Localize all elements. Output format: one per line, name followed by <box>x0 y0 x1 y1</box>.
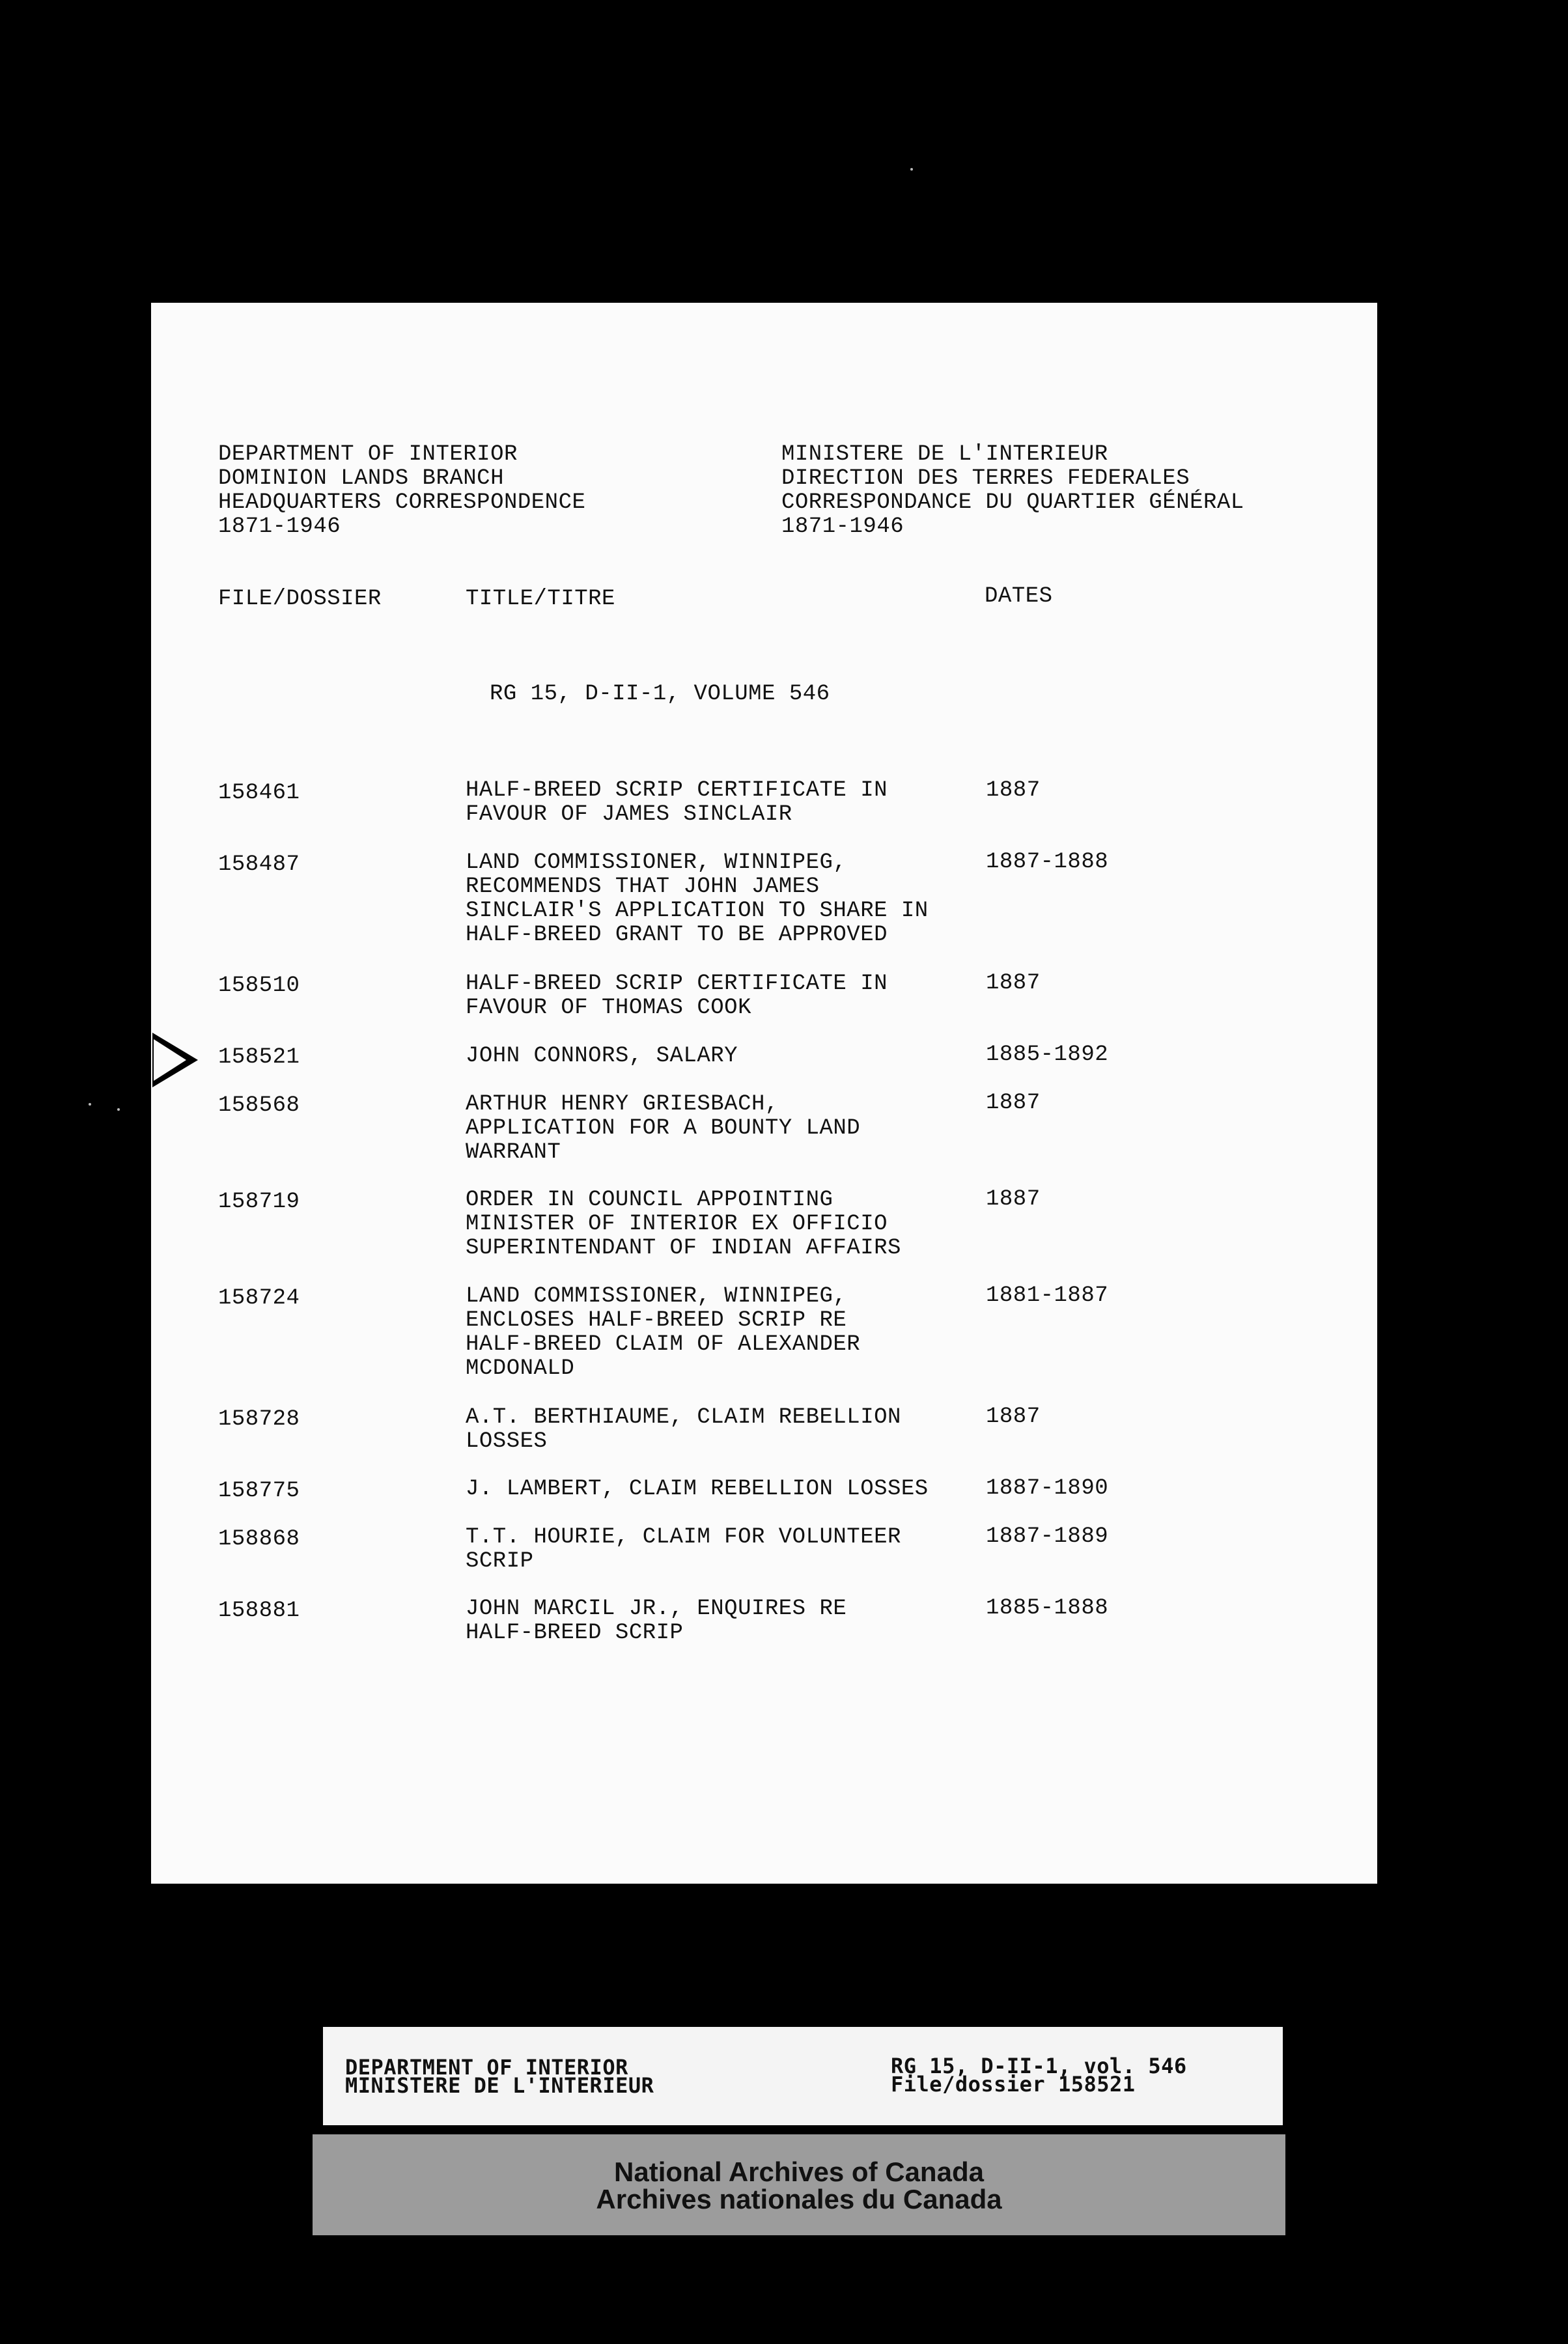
entry-title: ARTHUR HENRY GRIESBACH, APPLICATION FOR A BOUNTY LAND WARRANT <box>466 1092 861 1165</box>
entry-file: 158487 <box>218 852 300 877</box>
scan-speck <box>910 168 913 171</box>
header-french-line: MINISTERE DE L'INTERIEUR <box>781 442 1108 467</box>
entry-file: 158775 <box>218 1479 300 1503</box>
entry-file: 158868 <box>218 1527 300 1552</box>
entry-title: HALF-BREED SCRIP CERTIFICATE IN FAVOUR OF THOMAS COOK <box>466 971 888 1020</box>
entry-title: J. LAMBERT, CLAIM REBELLION LOSSES <box>466 1477 929 1501</box>
identification-label <box>323 2027 1283 2125</box>
archives-name-english: National Archives of Canada <box>614 2156 984 2187</box>
entry-file: 158724 <box>218 1286 300 1311</box>
entry-file: 158521 <box>218 1045 300 1070</box>
entry-file: 158881 <box>218 1598 300 1623</box>
entry-dates: 1887 <box>986 971 1041 996</box>
entry-title: A.T. BERTHIAUME, CLAIM REBELLION LOSSES <box>466 1405 901 1454</box>
entry-dates: 1885-1888 <box>986 1596 1109 1621</box>
entry-pointer-marker-inner <box>154 1039 186 1081</box>
entry-dates: 1885-1892 <box>986 1042 1109 1067</box>
archives-banner <box>313 2134 1285 2235</box>
entry-dates: 1887 <box>986 1091 1041 1115</box>
label-department-english: DEPARTMENT OF INTERIOR <box>345 2055 628 2080</box>
entry-dates: 1887 <box>986 1404 1041 1429</box>
entry-dates: 1887-1890 <box>986 1476 1109 1501</box>
entry-dates: 1887 <box>986 1187 1041 1212</box>
entry-title: ORDER IN COUNCIL APPOINTING MINISTER OF INTERIOR EX OFFICIO SUPERINTENDANT OF INDIAN AFFAIRS <box>466 1188 901 1261</box>
label-reference: RG 15, D-II-1, vol. 546 <box>891 2054 1187 2078</box>
entry-title: JOHN MARCIL JR., ENQUIRES RE HALF-BREED SCRIP <box>466 1597 847 1645</box>
entry-file: 158568 <box>218 1093 300 1118</box>
column-heading-dates: DATES <box>985 584 1053 609</box>
column-heading-file: FILE/DOSSIER <box>218 587 382 611</box>
header-english-line: DEPARTMENT OF INTERIOR <box>218 442 518 467</box>
header-french-line: 1871-1946 <box>781 514 904 539</box>
document-page <box>151 303 1377 1884</box>
entry-dates: 1887 <box>986 778 1041 803</box>
scan-speck <box>89 1103 91 1106</box>
entry-file: 158719 <box>218 1190 300 1214</box>
header-english-line: 1871-1946 <box>218 514 341 539</box>
entry-file: 158461 <box>218 781 300 805</box>
entry-dates: 1881-1887 <box>986 1283 1109 1308</box>
archives-name-french: Archives nationales du Canada <box>596 2184 1002 2214</box>
entry-file: 158728 <box>218 1407 300 1432</box>
header-french-line: CORRESPONDANCE DU QUARTIER GÉNÉRAL <box>781 490 1244 515</box>
entry-title: LAND COMMISSIONER, WINNIPEG, ENCLOSES HALF-BREED SCRIP RE HALF-BREED CLAIM OF ALEXANDER MCDONALD <box>466 1284 861 1381</box>
entry-title: T.T. HOURIE, CLAIM FOR VOLUNTEER SCRIP <box>466 1525 901 1574</box>
label-department-french: MINISTERE DE L'INTERIEUR <box>345 2073 654 2098</box>
header-french-line: DIRECTION DES TERRES FEDERALES <box>781 466 1190 491</box>
volume-heading: RG 15, D-II-1, VOLUME 546 <box>490 682 830 706</box>
label-file-number: File/dossier 158521 <box>891 2072 1136 2097</box>
entry-title: JOHN CONNORS, SALARY <box>466 1044 738 1068</box>
entry-dates: 1887-1889 <box>986 1524 1109 1549</box>
entry-title: HALF-BREED SCRIP CERTIFICATE IN FAVOUR OF JAMES SINCLAIR <box>466 778 888 827</box>
header-english-line: HEADQUARTERS CORRESPONDENCE <box>218 490 586 515</box>
header-english-line: DOMINION LANDS BRANCH <box>218 466 504 491</box>
column-heading-title: TITLE/TITRE <box>466 587 615 611</box>
entry-file: 158510 <box>218 973 300 998</box>
entry-dates: 1887-1888 <box>986 850 1109 874</box>
scan-speck <box>117 1108 120 1111</box>
entry-title: LAND COMMISSIONER, WINNIPEG, RECOMMENDS THAT JOHN JAMES SINCLAIR'S APPLICATION TO SHARE IN HALF-BREED GRANT TO BE APPROVED <box>466 850 929 947</box>
